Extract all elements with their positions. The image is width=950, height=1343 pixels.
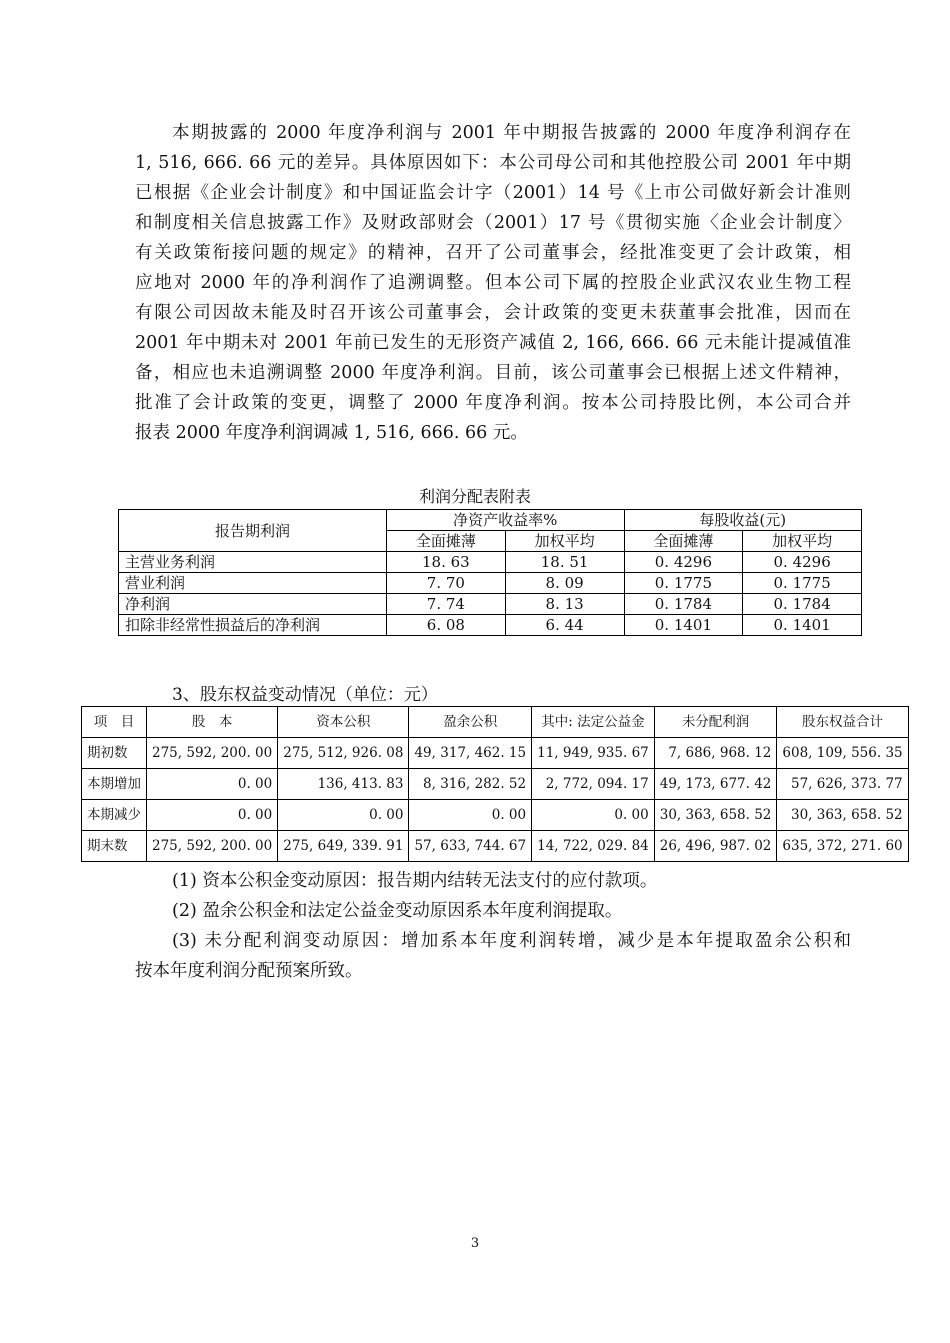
equity-header: 股东权益合计 bbox=[777, 707, 908, 738]
profit-group-roe: 净资产收益率% bbox=[387, 510, 625, 531]
intro-line: 已根据《企业会计制度》和中国证监会计字（2001）14 号《上市公司做好新会计准则 bbox=[135, 183, 851, 203]
equity-row-label: 本期增加 bbox=[82, 769, 147, 800]
profit-subheader: 全面摊薄 bbox=[624, 531, 743, 552]
note-2: (2) 盈余公积金和法定公益金变动原因系本年度利润提取。 bbox=[172, 901, 623, 921]
equity-cell: 57, 633, 744. 67 bbox=[409, 831, 532, 862]
page-number: 3 bbox=[470, 1236, 480, 1251]
equity-header: 其中: 法定公益金 bbox=[532, 707, 655, 738]
table-header-row bbox=[82, 707, 909, 738]
profit-cell: 0. 1775 bbox=[624, 573, 743, 594]
profit-row-label: 净利润 bbox=[119, 594, 387, 615]
profit-subheader: 加权平均 bbox=[505, 531, 624, 552]
intro-line: 应地对 2000 年的净利润作了追溯调整。但本公司下属的控股企业武汉农业生物工程 bbox=[135, 273, 851, 293]
equity-cell: 635, 372, 271. 60 bbox=[777, 831, 908, 862]
equity-row-label: 本期减少 bbox=[82, 800, 147, 831]
profit-row-label: 营业利润 bbox=[119, 573, 387, 594]
profit-cell: 8. 09 bbox=[505, 573, 624, 594]
equity-cell: 275, 649, 339. 91 bbox=[278, 831, 409, 862]
equity-cell: 0. 00 bbox=[147, 769, 278, 800]
intro-line: 和制度相关信息披露工作》及财政部财会（2001）17 号《贯彻实施〈企业会计制度〉 bbox=[135, 213, 851, 233]
equity-cell: 7, 686, 968. 12 bbox=[654, 738, 777, 769]
note-3: (3) 未分配利润变动原因：增加系本年度利润转增，减少是本年提取盈余公积和 bbox=[172, 931, 851, 951]
profit-cell: 0. 1784 bbox=[743, 594, 862, 615]
table-row bbox=[82, 769, 909, 800]
table-row bbox=[119, 594, 862, 615]
table-row bbox=[82, 738, 909, 769]
equity-cell: 0. 00 bbox=[532, 800, 655, 831]
equity-cell: 608, 109, 556. 35 bbox=[777, 738, 908, 769]
profit-cell: 8. 13 bbox=[505, 594, 624, 615]
profit-cell: 6. 08 bbox=[387, 615, 506, 636]
equity-cell: 30, 363, 658. 52 bbox=[654, 800, 777, 831]
profit-cell: 0. 1775 bbox=[743, 573, 862, 594]
table-row bbox=[82, 831, 909, 862]
equity-header: 股 本 bbox=[147, 707, 278, 738]
profit-cell: 18. 63 bbox=[387, 552, 506, 573]
intro-line: 批准了会计政策的变更，调整了 2000 年度净利润。按本公司持股比例，本公司合并 bbox=[135, 393, 851, 413]
equity-table bbox=[81, 706, 909, 862]
equity-row-label: 期初数 bbox=[82, 738, 147, 769]
equity-cell: 26, 496, 987. 02 bbox=[654, 831, 777, 862]
profit-subheader: 加权平均 bbox=[743, 531, 862, 552]
equity-cell: 49, 173, 677. 42 bbox=[654, 769, 777, 800]
note-1: (1) 资本公积金变动原因：报告期内结转无法支付的应付款项。 bbox=[172, 871, 658, 891]
profit-cell: 7. 74 bbox=[387, 594, 506, 615]
table-row bbox=[82, 800, 909, 831]
profit-cell: 0. 1401 bbox=[624, 615, 743, 636]
table-row bbox=[119, 573, 862, 594]
table-row bbox=[119, 615, 862, 636]
profit-row-label: 主营业务利润 bbox=[119, 552, 387, 573]
profit-subheader: 全面摊薄 bbox=[387, 531, 506, 552]
profit-cell: 0. 1401 bbox=[743, 615, 862, 636]
intro-line: 报表 2000 年度净利润调减 1, 516, 666. 66 元。 bbox=[135, 423, 528, 443]
profit-table-title: 利润分配表附表 bbox=[418, 487, 531, 506]
profit-cell: 0. 4296 bbox=[743, 552, 862, 573]
equity-row-label: 期末数 bbox=[82, 831, 147, 862]
equity-cell: 275, 592, 200. 00 bbox=[147, 738, 278, 769]
equity-cell: 30, 363, 658. 52 bbox=[777, 800, 908, 831]
intro-line: 备，相应也未追溯调整 2000 年度净利润。目前，该公司董事会已根据上述文件精神， bbox=[135, 363, 851, 383]
profit-cell: 18. 51 bbox=[505, 552, 624, 573]
equity-header: 盈余公积 bbox=[409, 707, 532, 738]
equity-header: 资本公积 bbox=[278, 707, 409, 738]
intro-line: 本期披露的 2000 年度净利润与 2001 年中期报告披露的 2000 年度净利润存在 bbox=[172, 123, 851, 143]
equity-cell: 0. 00 bbox=[147, 800, 278, 831]
intro-paragraph bbox=[135, 118, 851, 448]
equity-cell: 0. 00 bbox=[278, 800, 409, 831]
equity-cell: 2, 772, 094. 17 bbox=[532, 769, 655, 800]
equity-cell: 275, 592, 200. 00 bbox=[147, 831, 278, 862]
note-3-continued: 按本年度利润分配预案所致。 bbox=[135, 961, 363, 981]
intro-line: 1, 516, 666. 66 元的差异。具体原因如下：本公司母公司和其他控股公司 2001 年中期 bbox=[135, 153, 851, 173]
profit-header-label: 报告期利润 bbox=[119, 510, 387, 552]
equity-cell: 275, 512, 926. 08 bbox=[278, 738, 409, 769]
equity-cell: 49, 317, 462. 15 bbox=[409, 738, 532, 769]
intro-line: 有关政策衔接问题的规定》的精神，召开了公司董事会，经批准变更了会计政策，相 bbox=[135, 243, 851, 263]
profit-cell: 6. 44 bbox=[505, 615, 624, 636]
profit-row-label: 扣除非经常性损益后的净利润 bbox=[119, 615, 387, 636]
equity-cell: 0. 00 bbox=[409, 800, 532, 831]
table-row bbox=[119, 552, 862, 573]
profit-cell: 0. 1784 bbox=[624, 594, 743, 615]
equity-header: 项 目 bbox=[82, 707, 147, 738]
equity-header: 未分配利润 bbox=[654, 707, 777, 738]
profit-table bbox=[118, 509, 862, 636]
equity-notes bbox=[135, 866, 851, 986]
intro-line: 有限公司因故未能及时召开该公司董事会，会计政策的变更未获董事会批准，因而在 bbox=[135, 303, 851, 323]
intro-line: 2001 年中期未对 2001 年前已发生的无形资产减值 2, 166, 666. 66 元未能计提减值准 bbox=[135, 333, 851, 353]
profit-cell: 7. 70 bbox=[387, 573, 506, 594]
equity-cell: 8, 316, 282. 52 bbox=[409, 769, 532, 800]
equity-cell: 14, 722, 029. 84 bbox=[532, 831, 655, 862]
profit-group-eps: 每股收益(元) bbox=[624, 510, 862, 531]
equity-cell: 57, 626, 373. 77 bbox=[777, 769, 908, 800]
equity-cell: 136, 413. 83 bbox=[278, 769, 409, 800]
equity-cell: 11, 949, 935. 67 bbox=[532, 738, 655, 769]
profit-cell: 0. 4296 bbox=[624, 552, 743, 573]
equity-section-heading: 3、股东权益变动情况（单位：元） bbox=[172, 685, 438, 705]
